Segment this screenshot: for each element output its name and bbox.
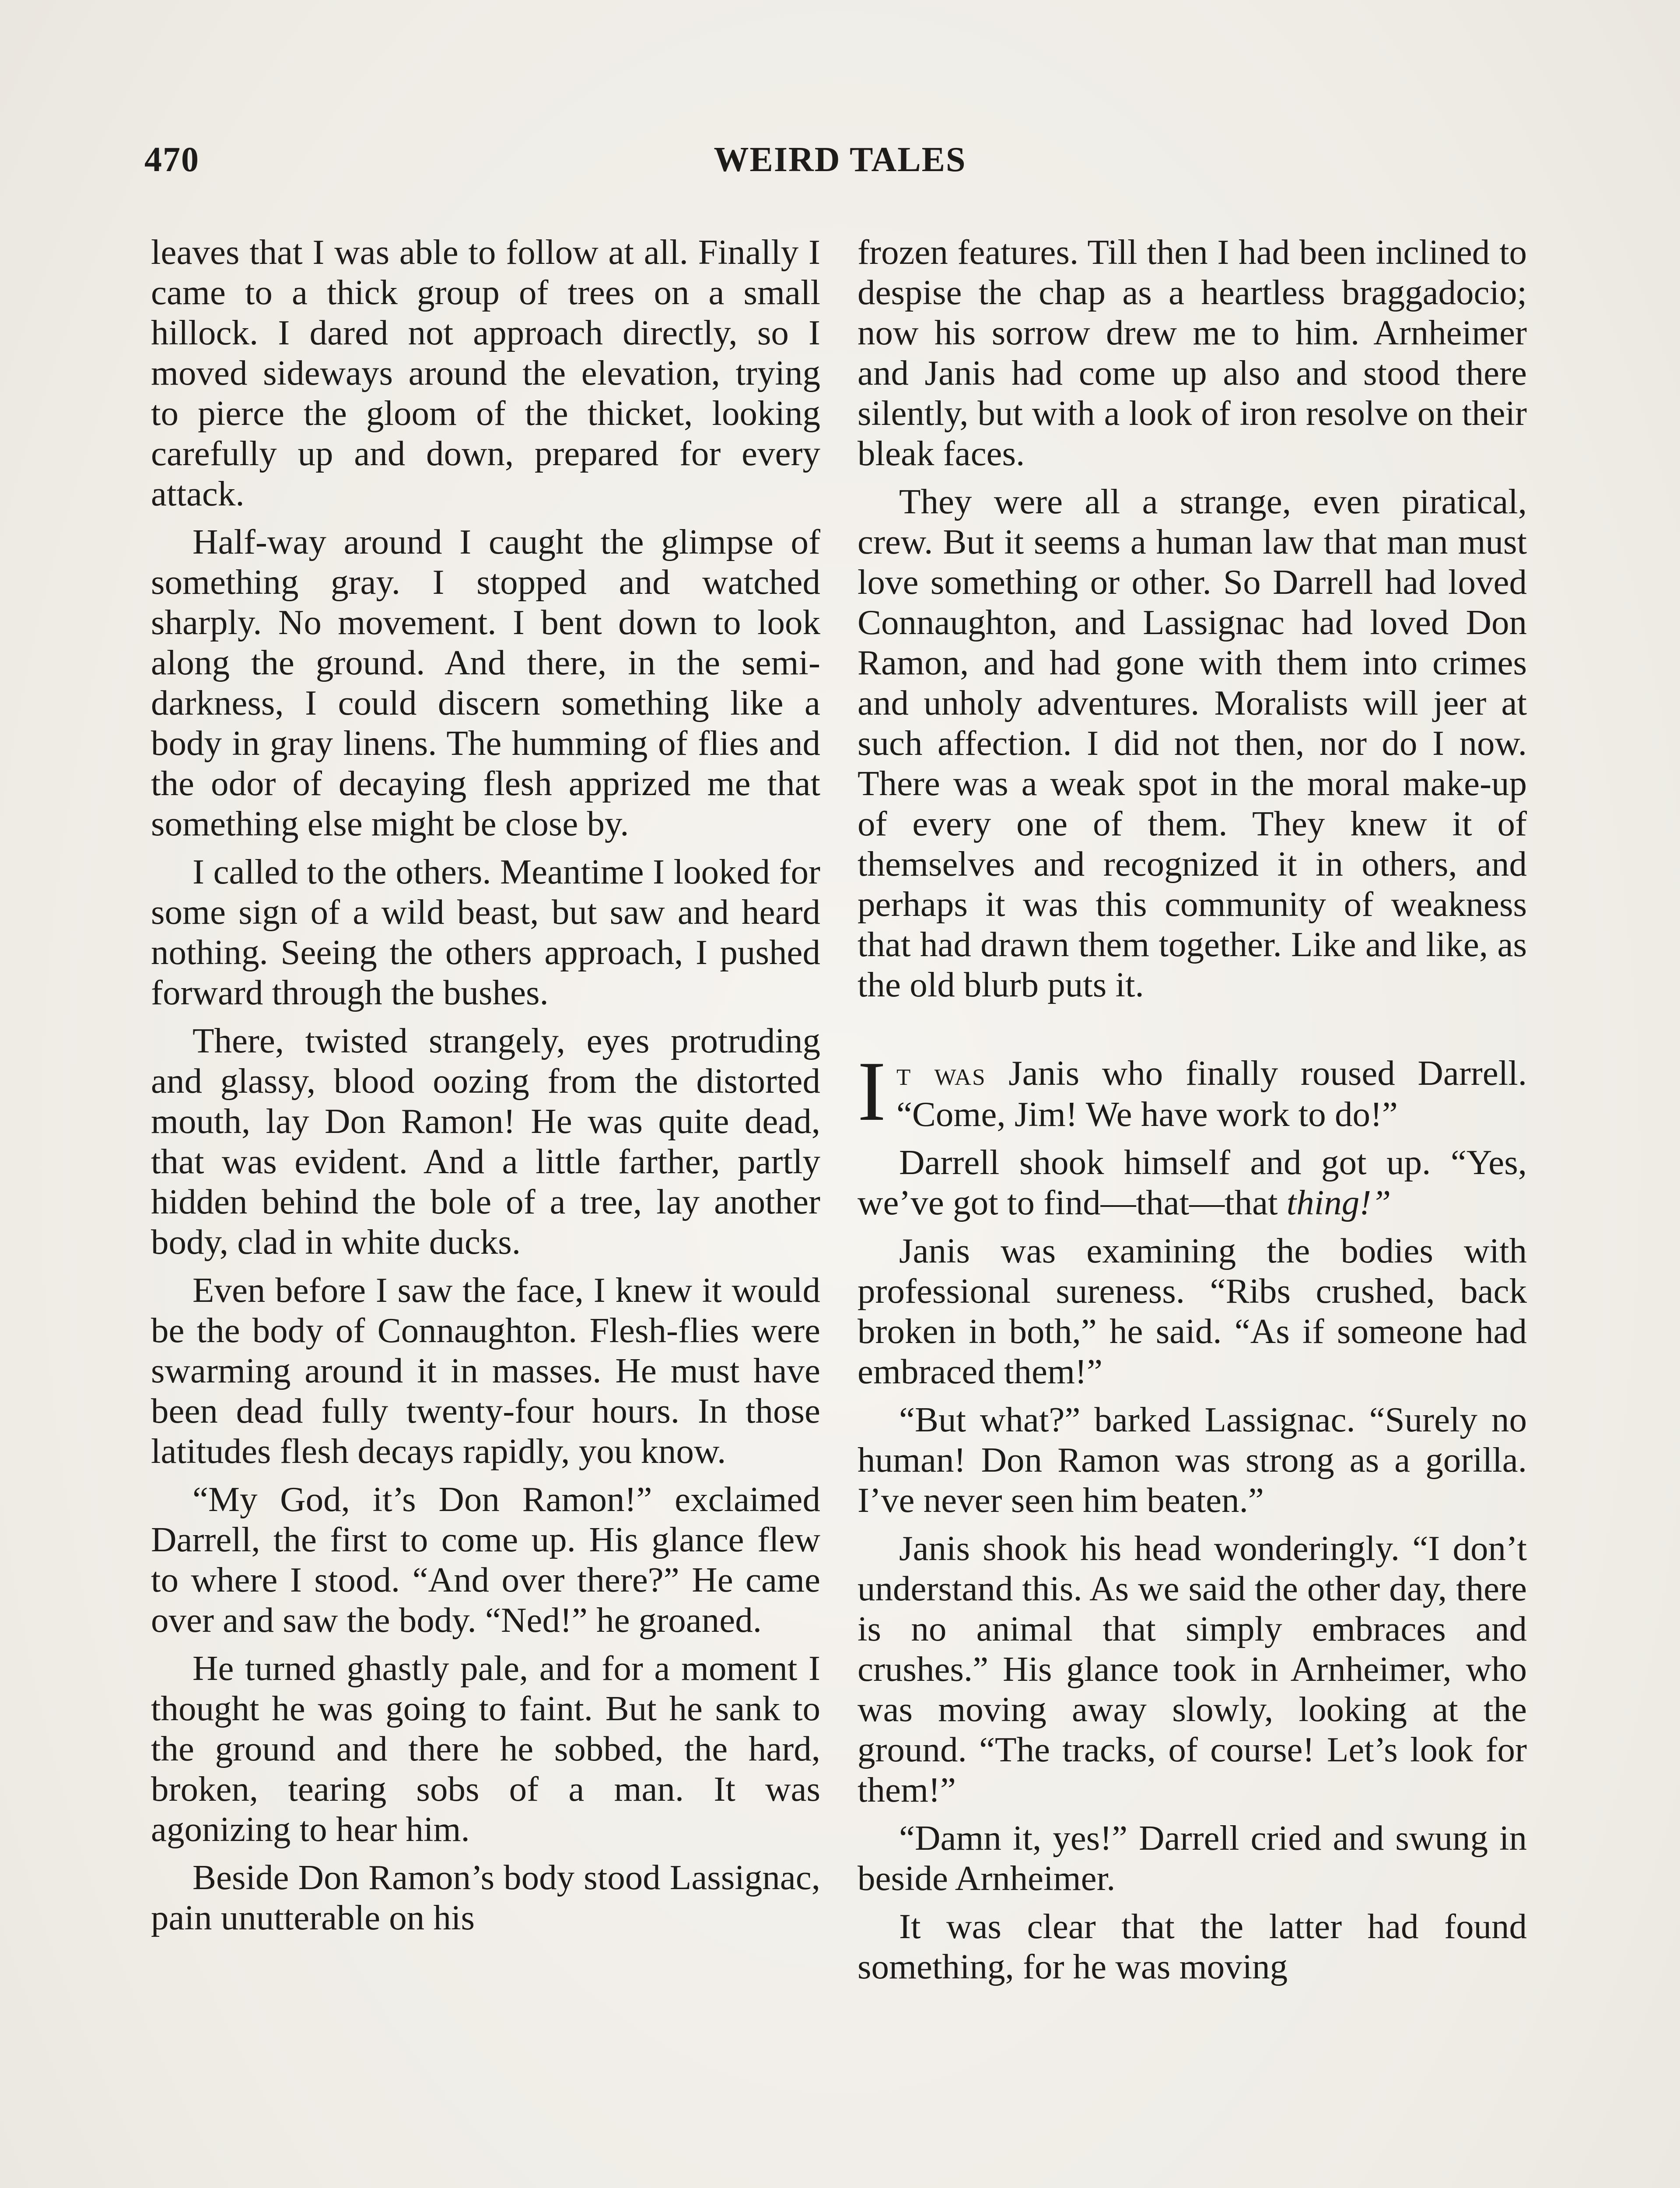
paragraph: leaves that I was able to follow at all. Finally I came to a thick group of trees on a small hillock. I dared not approach directly, so I moved sideways around the elevation, trying to pierce the gloom of the thicket, looking carefully up and down, prepared for every attack. (151, 232, 820, 513)
page-number: 470 (144, 140, 200, 179)
paragraph: I called to the others. Meantime I looked for some sign of a wild beast, but saw and heard nothing. Seeing the others approach, I pushed forward through the bushes. (151, 852, 820, 1012)
paragraph: “Damn it, yes!” Darrell cried and swung in beside Arnheimer. (858, 1818, 1527, 1898)
left-column (151, 232, 820, 1946)
page-header (144, 131, 1536, 193)
section-opening-paragraph (858, 1044, 1527, 1139)
paragraph: Janis shook his head wonderingly. “I don’t understand this. As we said the other day, there is no animal that simply embraces and crushes.” His glance took in Arnheimer, who was moving away slowly, looking at the ground. “The tracks, of course! Let’s look for them!” (858, 1529, 1527, 1809)
paragraph: They were all a strange, even piratical, crew. But it seems a human law that man must love something or other. So Darrell had loved Connaughton, and Lassignac had loved Don Ramon, and had gone with them into crimes and unholy adventures. Moralists will jeer at such affection. I did not then, nor do I now. There was a weak spot in the moral make-up of every one of them. They knew it of themselves and recognized it in others, and perhaps it was this community of weakness that had drawn them together. Like and like, as the old blurb puts it. (858, 482, 1527, 1004)
paragraph-text: Janis who finally roused Darrell. “Come, Jim! We have work to do!” (896, 1053, 1527, 1134)
paragraph: It was clear that the latter had found something, for he was moving (858, 1907, 1527, 1986)
drop-cap: I (858, 1044, 886, 1139)
paragraph: There, twisted strangely, eyes protruding and glassy, blood oozing from the distorted mouth, lay Don Ramon! He was quite dead, that was evident. And a little farther, partly hidden behind the bole of a tree, lay another body, clad in white ducks. (151, 1021, 820, 1262)
small-caps-lead: t was (896, 1055, 986, 1092)
paragraph: “But what?” barked Lassignac. “Surely no human! Don Ramon was strong as a gorilla. I’ve never seen him beaten.” (858, 1400, 1527, 1520)
paragraph: “My God, it’s Don Ramon!” exclaimed Darrell, the first to come up. His glance flew to where I stood. “And over there?” He came over and saw the body. “Ned!” he groaned. (151, 1480, 820, 1640)
paragraph (858, 1142, 1527, 1223)
paragraph: Janis was examining the bodies with professional sureness. “Ribs crushed, back broken in both,” he said. “As if someone had embraced them!” (858, 1231, 1527, 1391)
paragraph: Even before I saw the face, I knew it would be the body of Connaughton. Flesh-flies were swarming around it in masses. He must have been dead fully twenty-four hours. In those latitudes flesh decays rapidly, you know. (151, 1270, 820, 1471)
paragraph-text: Darrell shook himself and got up. “Yes, we’ve got to find—that—that (858, 1143, 1527, 1222)
paragraph: Half-way around I caught the glimpse of something gray. I stopped and watched sharply. No movement. I bent down to look along the ground. And there, in the semi-darkness, I could discern something like a body in gray linens. The humming of flies and the odor of decaying flesh apprized me that something else might be close by. (151, 522, 820, 843)
italic-text: thing!” (1286, 1183, 1391, 1222)
right-column (858, 232, 1527, 1995)
paragraph: He turned ghastly pale, and for a moment I thought he was going to faint. But he sank to the ground and there he sobbed, the hard, broken, tearing sobs of a man. It was agonizing to hear him. (151, 1648, 820, 1849)
paragraph: frozen features. Till then I had been inclined to despise the chap as a heartless braggadocio; now his sorrow drew me to him. Arnheimer and Janis had come up also and stood there silently, but with a look of iron resolve on their bleak faces. (858, 232, 1527, 473)
running-title: WEIRD TALES (714, 140, 966, 179)
paragraph: Beside Don Ramon’s body stood Lassignac, pain unutterable on his (151, 1858, 820, 1937)
